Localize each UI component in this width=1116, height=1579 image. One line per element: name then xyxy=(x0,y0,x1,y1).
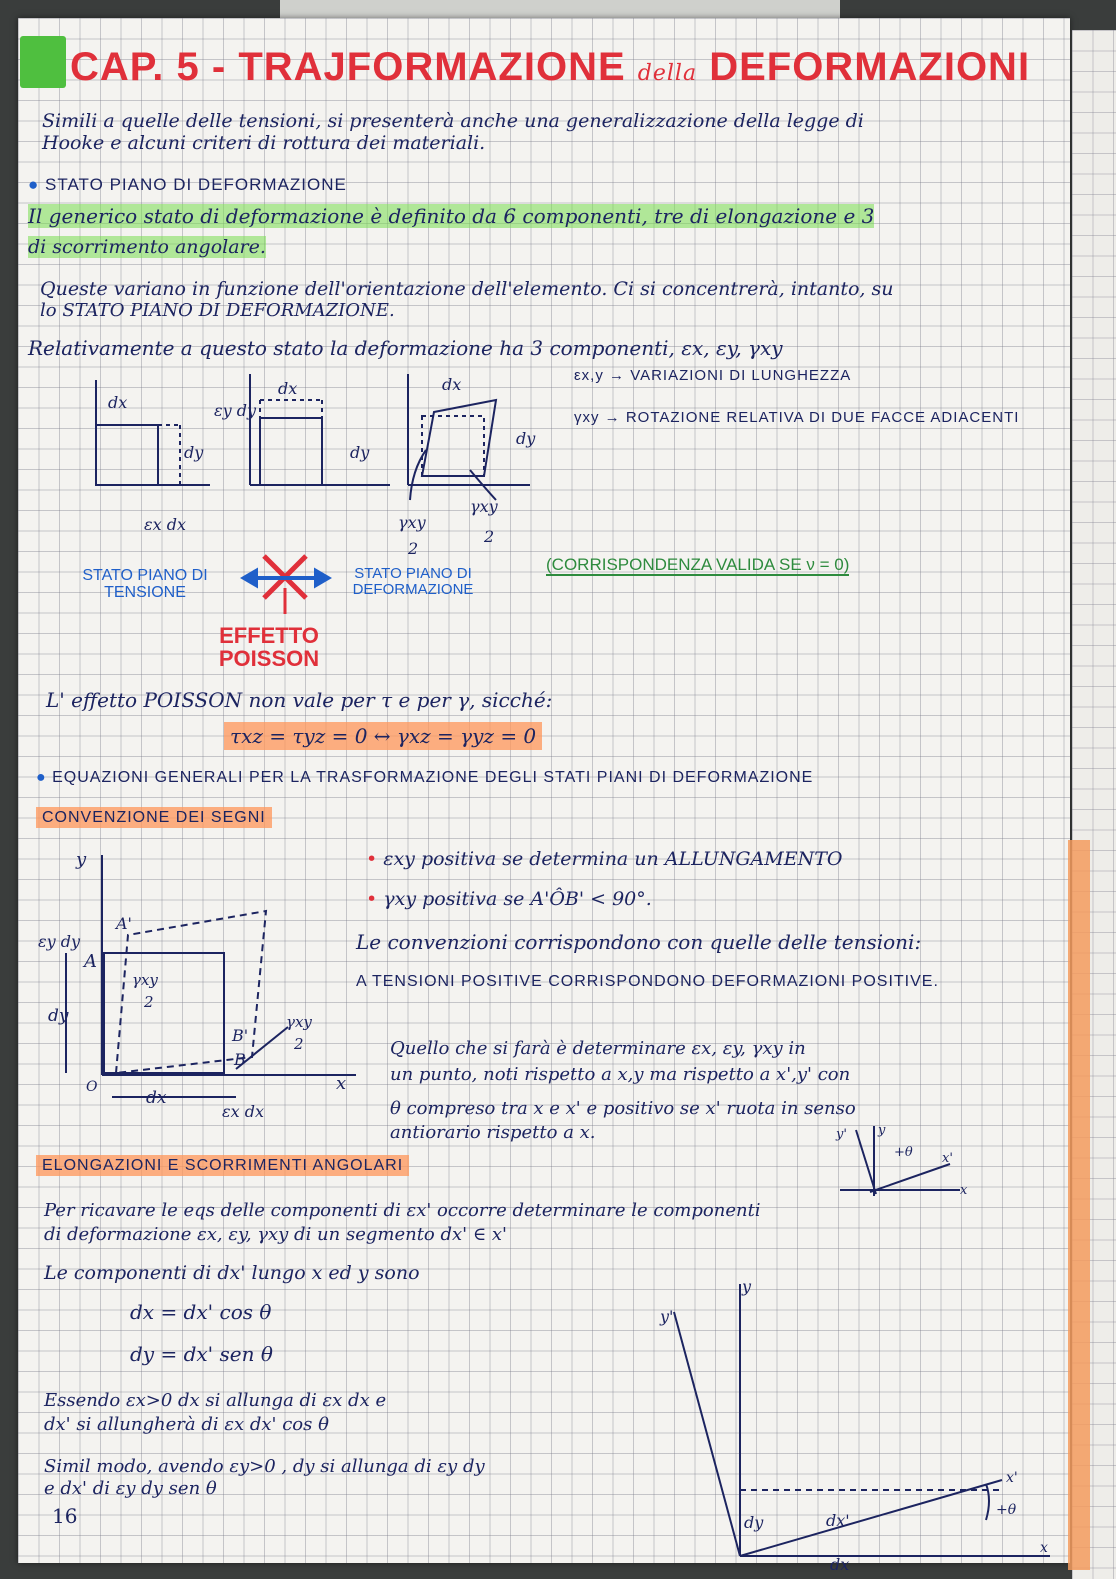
bullet-icon: ● xyxy=(36,769,47,786)
highlighted-text: di scorrimento angolare. xyxy=(28,236,266,258)
highlighted-heading: CONVENZIONE DEI SEGNI xyxy=(36,807,272,828)
fig2-label-A: A xyxy=(84,951,97,972)
fig4-y1: y' xyxy=(660,1307,674,1326)
bullet-text: εxy positiva se determina un ALLUNGAMENTO xyxy=(383,848,843,870)
fig2-label-B1: B' xyxy=(232,1026,249,1045)
section1-p1-line2 xyxy=(28,238,266,258)
legend-variazioni: εx,y → VARIAZIONI DI LUNGHEZZA xyxy=(574,367,852,384)
section-heading-equazioni xyxy=(36,770,813,787)
fig1-dx-label-2: dx xyxy=(278,379,298,398)
section-heading-text: EQUAZIONI GENERALI PER LA TRASFORMAZIONE DEGLI STATI PIANI DI DEFORMAZIONE xyxy=(52,769,814,786)
fig2-dx: dx xyxy=(146,1088,167,1108)
bullet-icon: • xyxy=(366,848,378,870)
title-main: CAP. 5 - TRAJFORMAZIONE xyxy=(70,45,626,89)
fig2-gamma-top: γxy xyxy=(132,971,158,989)
fig2-label-B: B xyxy=(234,1050,246,1069)
fig2-dy: dy xyxy=(48,1006,69,1026)
fig4-x: x xyxy=(1040,1540,1048,1556)
fig1-two-right: 2 xyxy=(484,527,495,546)
section1-p2-line2: lo STATO PIANO DI DEFORMAZIONE. xyxy=(40,300,395,321)
page-number: 16 xyxy=(52,1504,78,1528)
effetto-line: EFFETTO xyxy=(219,623,319,648)
poisson-line: POISSON xyxy=(218,646,320,672)
fig4-dx1: dx' xyxy=(826,1511,850,1530)
orange-highlight-edge xyxy=(1068,840,1090,1570)
convention-line-1: Le convenzioni corrispondono con quelle delle tensioni: xyxy=(356,930,922,954)
fig3-x: x xyxy=(960,1183,968,1198)
title-rest: DEFORMAZIONI xyxy=(709,45,1031,89)
shear-formula xyxy=(224,726,542,747)
section3-line-4: Essendo εx>0 dx si allunga di εx dx e xyxy=(44,1390,387,1411)
fig4-dx: dx xyxy=(830,1555,850,1574)
fig4-dy: dy xyxy=(744,1513,764,1532)
fig1-two-left: 2 xyxy=(408,539,419,558)
bullet-icon: • xyxy=(366,888,378,910)
formula-dy: dy = dx' sen θ xyxy=(130,1342,273,1366)
fig2-gamma-right: γxy xyxy=(286,1013,312,1031)
fig2-eps-x: εx dx xyxy=(222,1102,264,1121)
fig2-two-right: 2 xyxy=(294,1035,304,1053)
legend-rotazione: γxy → ROTAZIONE RELATIVA DI DUE FACCE ADIACENTI xyxy=(574,409,1020,426)
correspondence-arrows-icon xyxy=(244,548,330,618)
convenzione-segni-heading xyxy=(36,810,272,827)
fig1-dx-label-3: dx xyxy=(442,375,462,394)
fig2-x-axis: x xyxy=(336,1073,347,1094)
fig1-gamma-left: γxy xyxy=(398,513,426,532)
title-della: della xyxy=(637,61,698,86)
section3-line-7: e dx' di εy dy sen θ xyxy=(44,1478,217,1499)
sign-bullet-1 xyxy=(366,850,842,870)
formula-dx: dx = dx' cos θ xyxy=(130,1300,272,1324)
section3-line-2: di deformazione εx, εy, γxy di un segmento dx' ∈ x' xyxy=(44,1224,507,1245)
intro-line-1: Simili a quelle delle tensioni, si presenterà anche una generalizzazione della legge di xyxy=(42,110,864,132)
fig2-eps-y: εy dy xyxy=(38,932,80,951)
fig1-dy-label-3: dy xyxy=(516,429,536,448)
effetto-poisson-label xyxy=(210,624,328,670)
section3-line-1: Per ricavare le eqs delle componenti di εx' occorre determinare le componenti xyxy=(44,1200,761,1221)
elongazioni-heading xyxy=(36,1158,409,1175)
objective-line-4: antiorario rispetto a x. xyxy=(390,1122,596,1143)
desk-background xyxy=(280,0,840,18)
objective-line-2: un punto, noti rispetto a x,y ma rispetto a x',y' con xyxy=(390,1064,851,1085)
correspondence-note: (CORRISPONDENZA VALIDA SE ν = 0) xyxy=(546,555,850,574)
intro-line-2: Hooke e alcuni criteri di rottura dei materiali. xyxy=(42,132,486,154)
green-tab-marker xyxy=(20,36,66,88)
stato-piano-deformazione-label: STATO PIANO DI DEFORMAZIONE xyxy=(352,565,474,598)
fig1-dx-label-1: dx xyxy=(108,393,128,412)
bullet-icon: ● xyxy=(28,175,40,194)
highlighted-heading: ELONGAZIONI E SCORRIMENTI ANGOLARI xyxy=(36,1155,409,1176)
fig4-theta: +θ xyxy=(996,1502,1017,1518)
fig3-x1: x' xyxy=(942,1151,953,1166)
fig3-theta: +θ xyxy=(894,1145,913,1160)
sign-bullet-2 xyxy=(366,890,652,910)
fig3-y1: y' xyxy=(836,1127,847,1142)
deformation-sketches xyxy=(60,360,560,560)
axes-rotation-sketch xyxy=(830,1120,980,1200)
fig1-dy-label-2: dy xyxy=(350,443,370,462)
segment-decomposition-diagram xyxy=(640,1270,1060,1574)
objective-line-1: Quello che si farà è determinare εx, εy, γxy in xyxy=(390,1038,806,1059)
fig1-gamma-right: γxy xyxy=(470,497,498,516)
fig2-label-O: O xyxy=(86,1079,98,1095)
section1-p2-line1: Queste variano in funzione dell'orientazione dell'elemento. Ci si concentrerà, intanto, su xyxy=(40,278,894,300)
fig2-label-A1: A' xyxy=(116,914,132,933)
fig4-y: y xyxy=(742,1277,752,1296)
fig1-eps-x-label: εx dx xyxy=(144,515,186,534)
highlighted-text: Il generico stato di deformazione è definito da 6 componenti, tre di elongazione e 3 xyxy=(28,204,875,228)
highlighted-formula: τxz = τyz = 0 ↔ γxz = γyz = 0 xyxy=(224,722,542,750)
section3-line-3: Le componenti di dx' lungo x ed y sono xyxy=(44,1262,420,1284)
section3-line-6: Simil modo, avendo εy>0 , dy si allunga di εy dy xyxy=(44,1456,485,1477)
section1-p3: Relativamente a questo stato la deformazione ha 3 componenti, εx, εy, γxy xyxy=(28,336,783,360)
section1-p1-line1 xyxy=(28,206,874,227)
poisson-sentence: L' effetto POISSON non vale per τ e per γ, sicché: xyxy=(46,688,553,712)
sign-convention-diagram xyxy=(36,845,366,1125)
objective-line-3: θ compreso tra x e x' e positivo se x' ruota in senso xyxy=(390,1098,856,1119)
fig1-dy-label-1: dy xyxy=(184,443,204,462)
fig4-x1: x' xyxy=(1006,1470,1018,1486)
fig3-y: y xyxy=(878,1123,886,1138)
stato-piano-tensione-label: STATO PIANO DI TENSIONE xyxy=(82,567,208,601)
chapter-title xyxy=(70,46,1030,88)
bullet-text: γxy positiva se A'ÔB' < 90°. xyxy=(383,888,652,910)
section-heading-text: STATO PIANO DI DEFORMAZIONE xyxy=(45,175,347,194)
fig2-y-axis: y xyxy=(76,849,87,870)
fig1-eps-y-label: εy dy xyxy=(214,401,256,420)
convention-line-2: A TENSIONI POSITIVE CORRISPONDONO DEFORMAZIONI POSITIVE. xyxy=(356,973,939,990)
section3-line-5: dx' si allungherà di εx dx' cos θ xyxy=(44,1414,329,1435)
fig2-two-top: 2 xyxy=(144,993,154,1011)
section-heading-stato-piano xyxy=(28,176,347,194)
